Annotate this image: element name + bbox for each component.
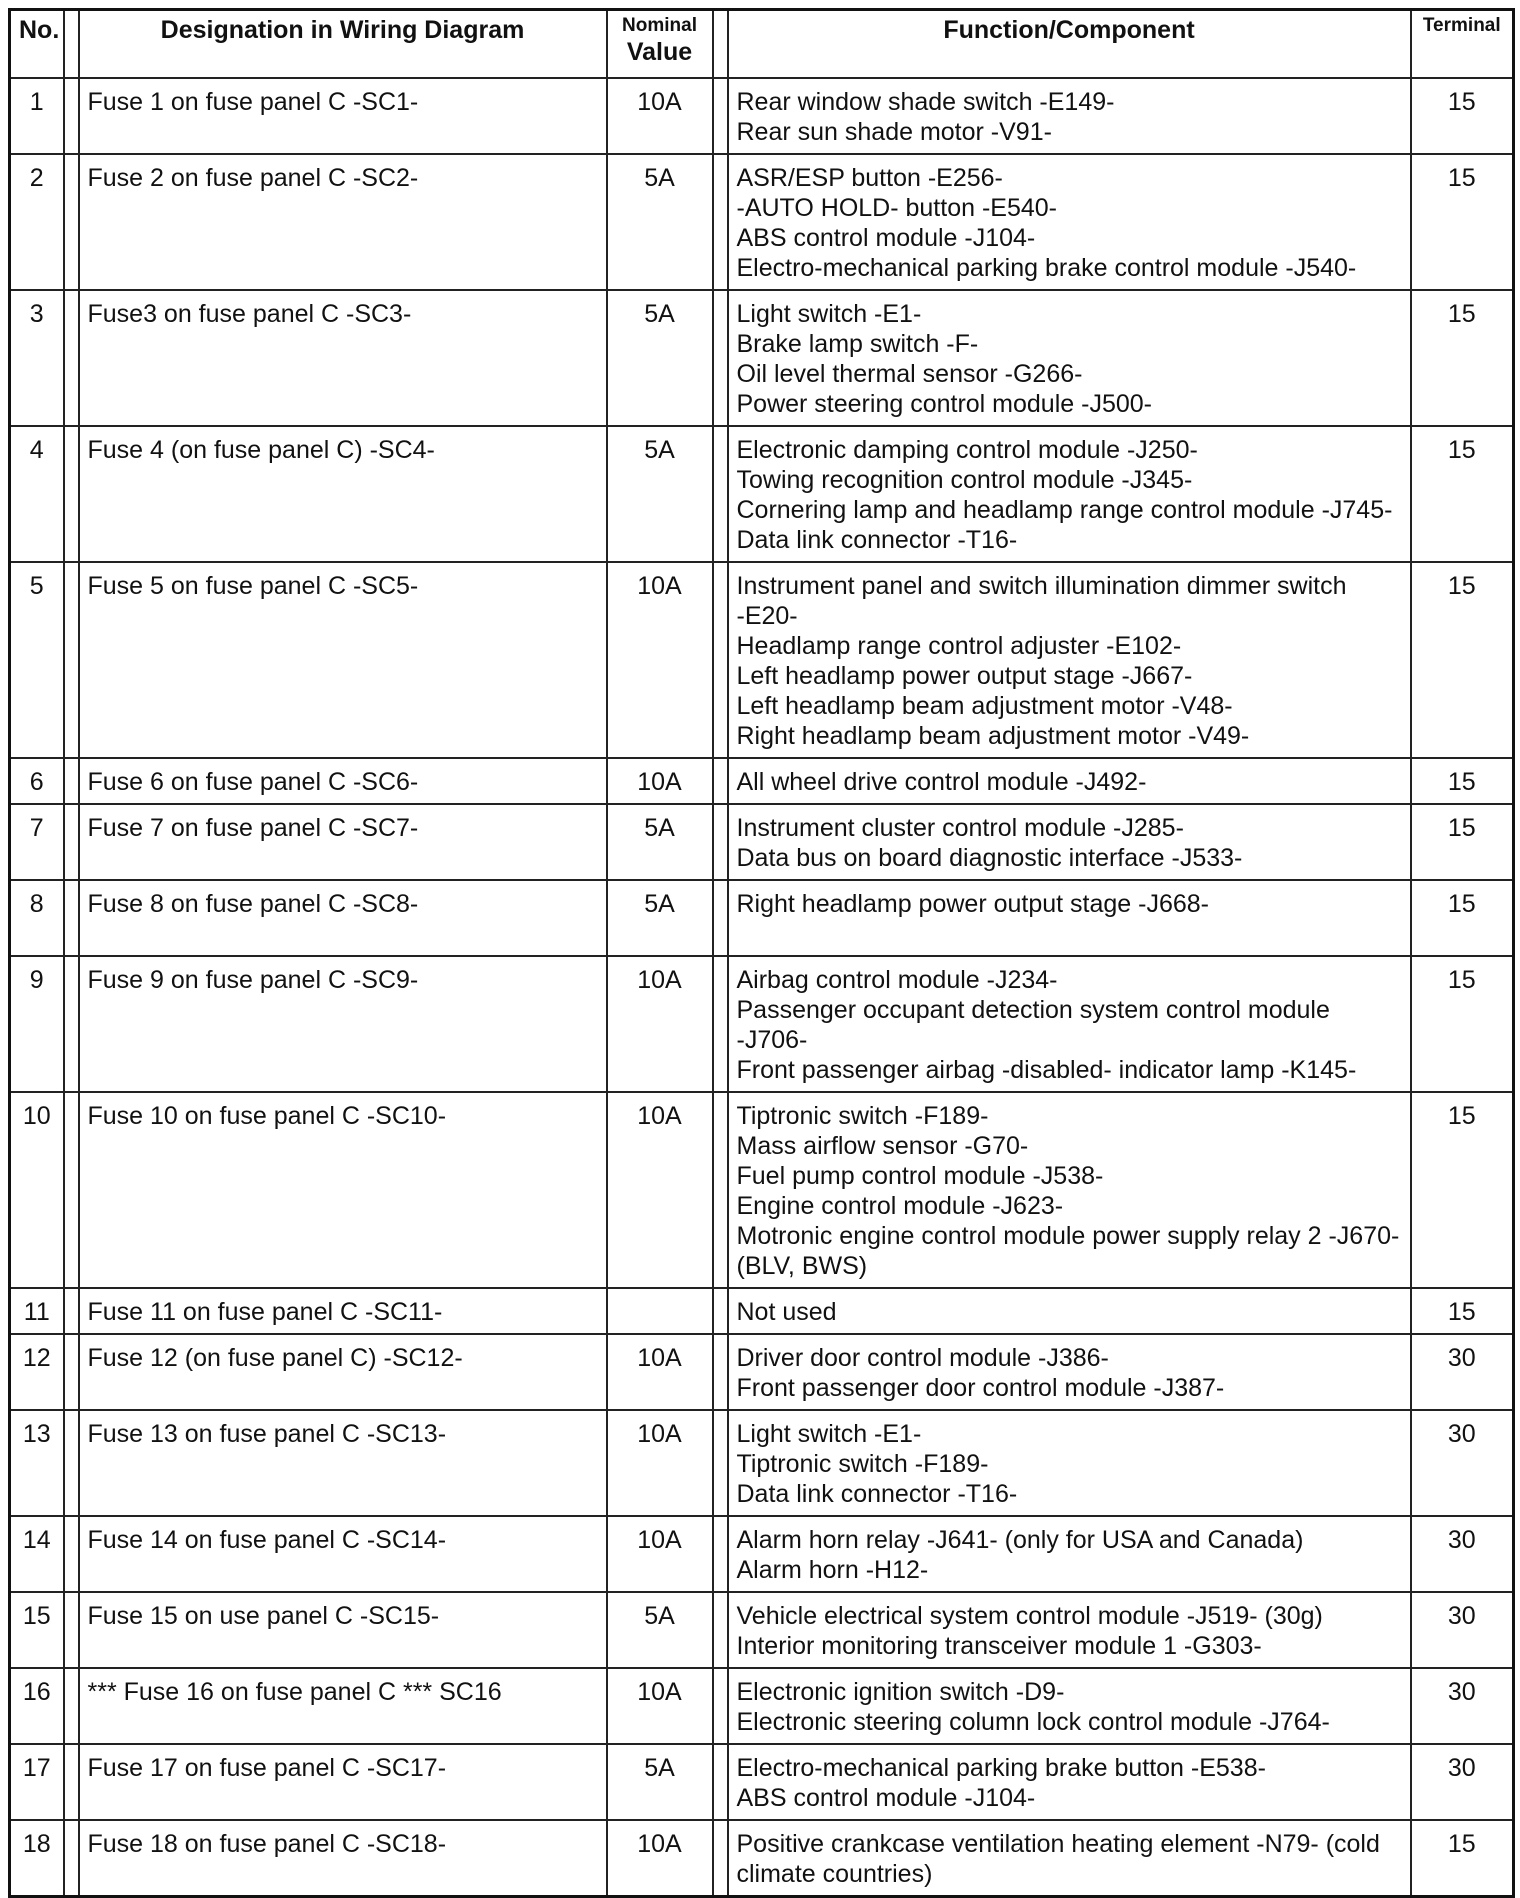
row-terminal: 30 (1411, 1744, 1514, 1820)
function-component: Electronic damping control module -J250- (736, 435, 1198, 464)
row-spacer (713, 880, 728, 956)
function-component: Fuel pump control module -J538- (736, 1161, 1104, 1190)
header-function: Function/Component (728, 10, 1411, 78)
row-nominal-value: 5A (607, 154, 713, 290)
row-designation: Fuse 4 (on fuse panel C) -SC4- (79, 426, 607, 562)
function-component: Left headlamp power output stage -J667- (736, 661, 1193, 690)
function-component: Left headlamp beam adjustment motor -V48- (736, 691, 1233, 720)
row-spacer (713, 758, 728, 804)
fuse-table (8, 8, 1515, 1898)
row-spacer (64, 1410, 79, 1516)
function-component: Alarm horn relay -J641- (only for USA and Canada) (736, 1525, 1304, 1554)
row-number: 11 (10, 1288, 64, 1334)
row-terminal: 15 (1411, 1092, 1514, 1288)
row-nominal-value: 5A (607, 1744, 713, 1820)
function-component: (BLV, BWS) (736, 1251, 868, 1280)
row-spacer (713, 562, 728, 758)
row-function-list (728, 880, 1411, 956)
row-designation: Fuse 11 on fuse panel C -SC11- (79, 1288, 607, 1334)
table-row (10, 78, 1514, 154)
row-terminal: 30 (1411, 1592, 1514, 1668)
row-terminal: 15 (1411, 426, 1514, 562)
function-component: Front passenger door control module -J387- (736, 1373, 1225, 1402)
row-spacer (713, 1744, 728, 1820)
row-spacer (64, 758, 79, 804)
row-spacer (713, 1820, 728, 1897)
table-row (10, 1334, 1514, 1410)
row-function-list (728, 1288, 1411, 1334)
row-number: 15 (10, 1592, 64, 1668)
row-spacer (713, 426, 728, 562)
table-row (10, 1410, 1514, 1516)
function-component: Data link connector -T16- (736, 1479, 1018, 1508)
table-row (10, 804, 1514, 880)
table-row (10, 426, 1514, 562)
function-component: Rear window shade switch -E149- (736, 87, 1115, 116)
table-row (10, 1092, 1514, 1288)
function-component: Electronic ignition switch -D9- (736, 1677, 1065, 1706)
row-designation: Fuse 1 on fuse panel C -SC1- (79, 78, 607, 154)
function-component: Power steering control module -J500- (736, 389, 1152, 418)
row-function-list (728, 1092, 1411, 1288)
row-spacer (64, 804, 79, 880)
row-designation: *** Fuse 16 on fuse panel C *** SC16 (79, 1668, 607, 1744)
row-spacer (713, 1092, 728, 1288)
row-number: 18 (10, 1820, 64, 1897)
row-spacer (64, 1668, 79, 1744)
function-component: Motronic engine control module power supply relay 2 -J670- (736, 1221, 1400, 1250)
header-spacer (64, 10, 79, 78)
row-spacer (713, 290, 728, 426)
row-nominal-value: 10A (607, 1334, 713, 1410)
row-spacer (713, 1410, 728, 1516)
row-nominal-value: 10A (607, 1410, 713, 1516)
header-terminal: Terminal (1411, 10, 1514, 78)
function-component: climate countries) (736, 1859, 933, 1888)
row-function-list (728, 154, 1411, 290)
row-terminal: 15 (1411, 154, 1514, 290)
row-nominal-value: 10A (607, 758, 713, 804)
function-component: Alarm horn -H12- (736, 1555, 929, 1584)
row-spacer (64, 1744, 79, 1820)
function-component: Driver door control module -J386- (736, 1343, 1109, 1372)
row-terminal: 15 (1411, 78, 1514, 154)
function-component: -J706- (736, 1025, 808, 1054)
row-designation: Fuse 5 on fuse panel C -SC5- (79, 562, 607, 758)
function-component: Instrument cluster control module -J285- (736, 813, 1184, 842)
table-row (10, 880, 1514, 956)
row-number: 16 (10, 1668, 64, 1744)
row-spacer (713, 804, 728, 880)
row-number: 5 (10, 562, 64, 758)
table-row (10, 562, 1514, 758)
table-row (10, 1288, 1514, 1334)
header-nominal-value (607, 10, 713, 78)
row-function-list (728, 956, 1411, 1092)
row-number: 4 (10, 426, 64, 562)
row-number: 1 (10, 78, 64, 154)
row-number: 9 (10, 956, 64, 1092)
fuse-table-document (8, 8, 1512, 1898)
row-nominal-value: 10A (607, 1092, 713, 1288)
row-nominal-value: 10A (607, 956, 713, 1092)
function-component: Rear sun shade motor -V91- (736, 117, 1052, 146)
row-function-list (728, 1820, 1411, 1897)
row-spacer (713, 154, 728, 290)
row-nominal-value: 5A (607, 426, 713, 562)
header-nominal-bottom: Value (626, 38, 693, 66)
function-component: Tiptronic switch -F189- (736, 1449, 989, 1478)
row-function-list (728, 78, 1411, 154)
row-designation: Fuse 2 on fuse panel C -SC2- (79, 154, 607, 290)
row-terminal: 30 (1411, 1668, 1514, 1744)
function-component: Airbag control module -J234- (736, 965, 1058, 994)
row-designation: Fuse 8 on fuse panel C -SC8- (79, 880, 607, 956)
table-row (10, 1592, 1514, 1668)
row-number: 7 (10, 804, 64, 880)
row-spacer (713, 1288, 728, 1334)
row-designation: Fuse 12 (on fuse panel C) -SC12- (79, 1334, 607, 1410)
table-row (10, 154, 1514, 290)
table-row (10, 956, 1514, 1092)
function-component: Vehicle electrical system control module -J519- (30g) (736, 1601, 1323, 1630)
fuse-rows (10, 78, 1514, 1897)
row-designation: Fuse 17 on fuse panel C -SC17- (79, 1744, 607, 1820)
function-component: Mass airflow sensor -G70- (736, 1131, 1029, 1160)
row-terminal: 15 (1411, 880, 1514, 956)
function-component: ABS control module -J104- (736, 1783, 1036, 1812)
row-designation: Fuse 10 on fuse panel C -SC10- (79, 1092, 607, 1288)
row-spacer (64, 1334, 79, 1410)
function-component: Electro-mechanical parking brake button -E538- (736, 1753, 1266, 1782)
function-component: ASR/ESP button -E256- (736, 163, 1003, 192)
row-spacer (713, 78, 728, 154)
row-number: 13 (10, 1410, 64, 1516)
function-component: Oil level thermal sensor -G266- (736, 359, 1083, 388)
row-function-list (728, 1668, 1411, 1744)
function-component: Cornering lamp and headlamp range control module -J745- (736, 495, 1393, 524)
row-nominal-value: 10A (607, 1820, 713, 1897)
row-spacer (64, 78, 79, 154)
row-designation: Fuse 14 on fuse panel C -SC14- (79, 1516, 607, 1592)
function-component: Instrument panel and switch illumination dimmer switch (736, 571, 1347, 600)
table-row (10, 1744, 1514, 1820)
row-spacer (713, 1516, 728, 1592)
row-function-list (728, 1744, 1411, 1820)
function-component: Engine control module -J623- (736, 1191, 1064, 1220)
row-number: 17 (10, 1744, 64, 1820)
table-row (10, 1668, 1514, 1744)
function-component: Positive crankcase ventilation heating element -N79- (cold (736, 1829, 1380, 1858)
function-component: Headlamp range control adjuster -E102- (736, 631, 1182, 660)
row-nominal-value: 5A (607, 804, 713, 880)
row-spacer (713, 1668, 728, 1744)
function-component: -E20- (736, 601, 798, 630)
row-terminal: 15 (1411, 758, 1514, 804)
row-spacer (64, 290, 79, 426)
row-spacer (64, 426, 79, 562)
function-component: Towing recognition control module -J345- (736, 465, 1193, 494)
row-nominal-value: 5A (607, 880, 713, 956)
row-function-list (728, 1334, 1411, 1410)
row-number: 8 (10, 880, 64, 956)
row-function-list (728, 1592, 1411, 1668)
row-terminal: 15 (1411, 1820, 1514, 1897)
row-nominal-value: 5A (607, 1592, 713, 1668)
row-terminal: 15 (1411, 290, 1514, 426)
function-component: Front passenger airbag -disabled- indicator lamp -K145- (736, 1055, 1357, 1084)
row-number: 12 (10, 1334, 64, 1410)
function-component: Data bus on board diagnostic interface -J533- (736, 843, 1243, 872)
row-nominal-value: 10A (607, 1516, 713, 1592)
row-spacer (64, 956, 79, 1092)
function-component (737, 919, 1402, 949)
row-function-list (728, 426, 1411, 562)
row-terminal: 15 (1411, 1288, 1514, 1334)
row-spacer (713, 1334, 728, 1410)
row-designation: Fuse 13 on fuse panel C -SC13- (79, 1410, 607, 1516)
row-terminal: 15 (1411, 562, 1514, 758)
row-number: 2 (10, 154, 64, 290)
function-component: Electro-mechanical parking brake control module -J540- (736, 253, 1357, 282)
row-spacer (64, 1516, 79, 1592)
row-designation: Fuse 18 on fuse panel C -SC18- (79, 1820, 607, 1897)
table-row (10, 758, 1514, 804)
function-component: Data link connector -T16- (736, 525, 1018, 554)
row-nominal-value: 10A (607, 78, 713, 154)
row-function-list (728, 804, 1411, 880)
row-number: 14 (10, 1516, 64, 1592)
row-number: 10 (10, 1092, 64, 1288)
row-nominal-value (607, 1288, 713, 1334)
row-spacer (64, 154, 79, 290)
row-spacer (713, 1592, 728, 1668)
row-number: 6 (10, 758, 64, 804)
row-nominal-value: 5A (607, 290, 713, 426)
header-spacer (713, 10, 728, 78)
row-terminal: 30 (1411, 1516, 1514, 1592)
function-component: Interior monitoring transceiver module 1 -G303- (736, 1631, 1262, 1660)
row-designation: Fuse 9 on fuse panel C -SC9- (79, 956, 607, 1092)
function-component: Not used (736, 1297, 837, 1326)
row-terminal: 15 (1411, 956, 1514, 1092)
function-component: Light switch -E1- (736, 299, 922, 328)
header-designation: Designation in Wiring Diagram (79, 10, 607, 78)
function-component: ABS control module -J104- (736, 223, 1036, 252)
row-designation: Fuse 15 on use panel C -SC15- (79, 1592, 607, 1668)
function-component: Electronic steering column lock control module -J764- (736, 1707, 1330, 1736)
header-row (10, 10, 1514, 78)
row-designation: Fuse 7 on fuse panel C -SC7- (79, 804, 607, 880)
row-function-list (728, 1516, 1411, 1592)
header-nominal-top: Nominal (622, 15, 697, 36)
table-row (10, 1820, 1514, 1897)
row-terminal: 30 (1411, 1334, 1514, 1410)
row-terminal: 15 (1411, 804, 1514, 880)
row-function-list (728, 758, 1411, 804)
function-component: Right headlamp beam adjustment motor -V49- (736, 721, 1250, 750)
row-spacer (64, 1092, 79, 1288)
row-designation: Fuse 6 on fuse panel C -SC6- (79, 758, 607, 804)
row-spacer (64, 562, 79, 758)
function-component: Tiptronic switch -F189- (736, 1101, 989, 1130)
row-nominal-value: 10A (607, 562, 713, 758)
row-nominal-value: 10A (607, 1668, 713, 1744)
function-component: Right headlamp power output stage -J668- (736, 889, 1210, 918)
header-no: No. (10, 10, 64, 78)
table-row (10, 290, 1514, 426)
function-component: Brake lamp switch -F- (736, 329, 979, 358)
function-component: Passenger occupant detection system control module (736, 995, 1330, 1024)
function-component: -AUTO HOLD- button -E540- (736, 193, 1057, 222)
row-number: 3 (10, 290, 64, 426)
row-spacer (64, 1288, 79, 1334)
function-component: Light switch -E1- (736, 1419, 922, 1448)
row-function-list (728, 1410, 1411, 1516)
row-function-list (728, 290, 1411, 426)
row-spacer (64, 880, 79, 956)
function-component: All wheel drive control module -J492- (736, 767, 1147, 796)
row-function-list (728, 562, 1411, 758)
row-designation: Fuse3 on fuse panel C -SC3- (79, 290, 607, 426)
row-terminal: 30 (1411, 1410, 1514, 1516)
row-spacer (713, 956, 728, 1092)
row-spacer (64, 1820, 79, 1897)
row-spacer (64, 1592, 79, 1668)
table-row (10, 1516, 1514, 1592)
